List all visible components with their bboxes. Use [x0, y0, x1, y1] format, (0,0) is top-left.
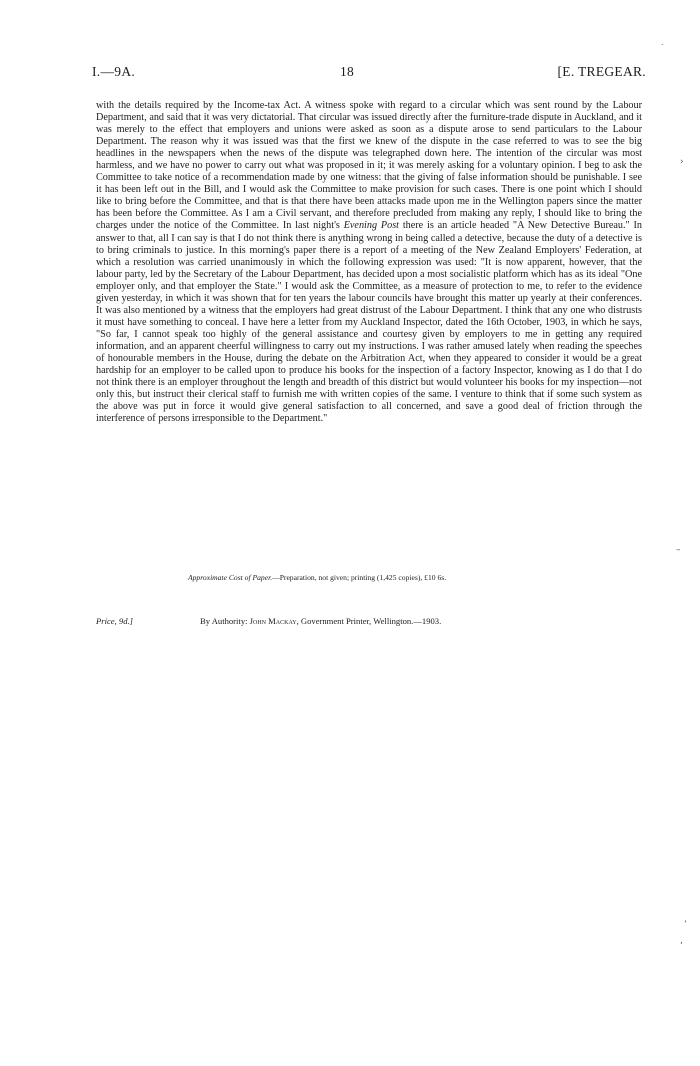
- body-text-part-2: there is an article headed "A New Detective Bureau." In answer to that, all I can say is that I do not think there is anything wrong in being called a detective, because the duty of a detective is to bring criminals to justice. In this morning's paper there is a report of a meeting of the New Zealand Employers' Federation, at which a resolution was carried unanimously in which the following expression was used: "It is now apparent, however, that the labour party, led by the Secretary of the Labour Department, has decided upon a most socialistic platform which has as its ideal "One employer only, and that employer the State." I would ask the Committee, as a measure of protection to me, to refer to the evidence given yesterday, in which it was shown that for ten years the labour councils have brought this matter up yearly at their conferences. It was also mentioned by a witness that the employers had great distrust of the Labour Department. I think that any one who distrusts it must have something to conceal. I have here a letter from my Auckland Inspector, dated the 16th October, 1903, in which he says, "So far, I cannot speak too highly of the general assistance and courtesy given by employers to me in getting any required information, and an apparent cheerful willingness to carry out my instructions. I was rather amused lately when reading the speeches of honourable members in the House, during the debate on the Arbitration Act, when they appeared to consider it would be a great hardship for an employer to be called upon to produce his books for the inspection of a factory Inspector, knowing as I do that I do not think there is an employer throughout the length and breadth of this district but would volunteer his books for my inspection—not only this, but instruct their clerical staff to furnish me with written copies of the same. I venture to think that if some such system as the above was put in force it would give general satisfaction to all concerned, and save a good deal of friction through the interference of persons irresponsible to the Department.": [96, 220, 642, 425]
- authority-line: [200, 616, 441, 626]
- scan-speck: –: [676, 545, 681, 555]
- page-number: 18: [340, 64, 355, 79]
- scan-speck: ˙: [660, 44, 665, 54]
- scan-speck: ›: [680, 157, 684, 167]
- cost-label: Approximate Cost of Paper.: [188, 573, 273, 582]
- body-paragraph: [96, 100, 642, 425]
- witness-name: [E. TREGEAR.: [557, 64, 646, 79]
- scan-speck: ʼ: [684, 920, 687, 930]
- cost-text: —Preparation, not given; printing (1,425 copies), £10 6s.: [272, 573, 447, 582]
- authority-prefix: By Authority:: [200, 616, 248, 626]
- cost-of-paper-note: [188, 573, 588, 582]
- newspaper-title: Evening Post: [343, 220, 399, 232]
- price-label: Price, 9d.]: [96, 616, 133, 626]
- paper-reference: I.—9A.: [92, 64, 136, 79]
- body-text-part-1: with the details required by the Income-tax Act. A witness spoke with regard to a circular which was sent round by the Labour Department, and said that it was very dictatorial. That circular was issued directly after the furniture-trade dispute in Auckland, and it was merely to the effect that employers and unions were asked as soon as a dispute arose to send particulars to the Labour Department. The reason why it was issued was that the first we knew of the dispute in the case referred to was to see the big headlines in the newspapers when the news of the dispute was telegraphed down here. The intention of the circular was most harmless, and we have no power to carry out what was proposed in it; it was merely asking for a voluntary opinion. I beg to ask the Committee to take notice of a recommendation made by one witness: that the giving of false information should be punishable. I see it has been left out in the Bill, and I would ask the Committee to make provision for such cases. There is one point which I should like to bring before the Committee, and that is that there have been attacks made upon me in the Wellington papers since the matter has been before the Committee. As I am a Civil servant, and therefore precluded from making any reply, I should like to bring the charges under the notice of the Committee. In last night's: [96, 100, 642, 232]
- scan-speck: ,: [680, 936, 683, 946]
- page-header: [92, 64, 646, 84]
- printer-name: John Mackay,: [249, 616, 299, 626]
- authority-suffix: Government Printer, Wellington.—1903.: [300, 616, 442, 626]
